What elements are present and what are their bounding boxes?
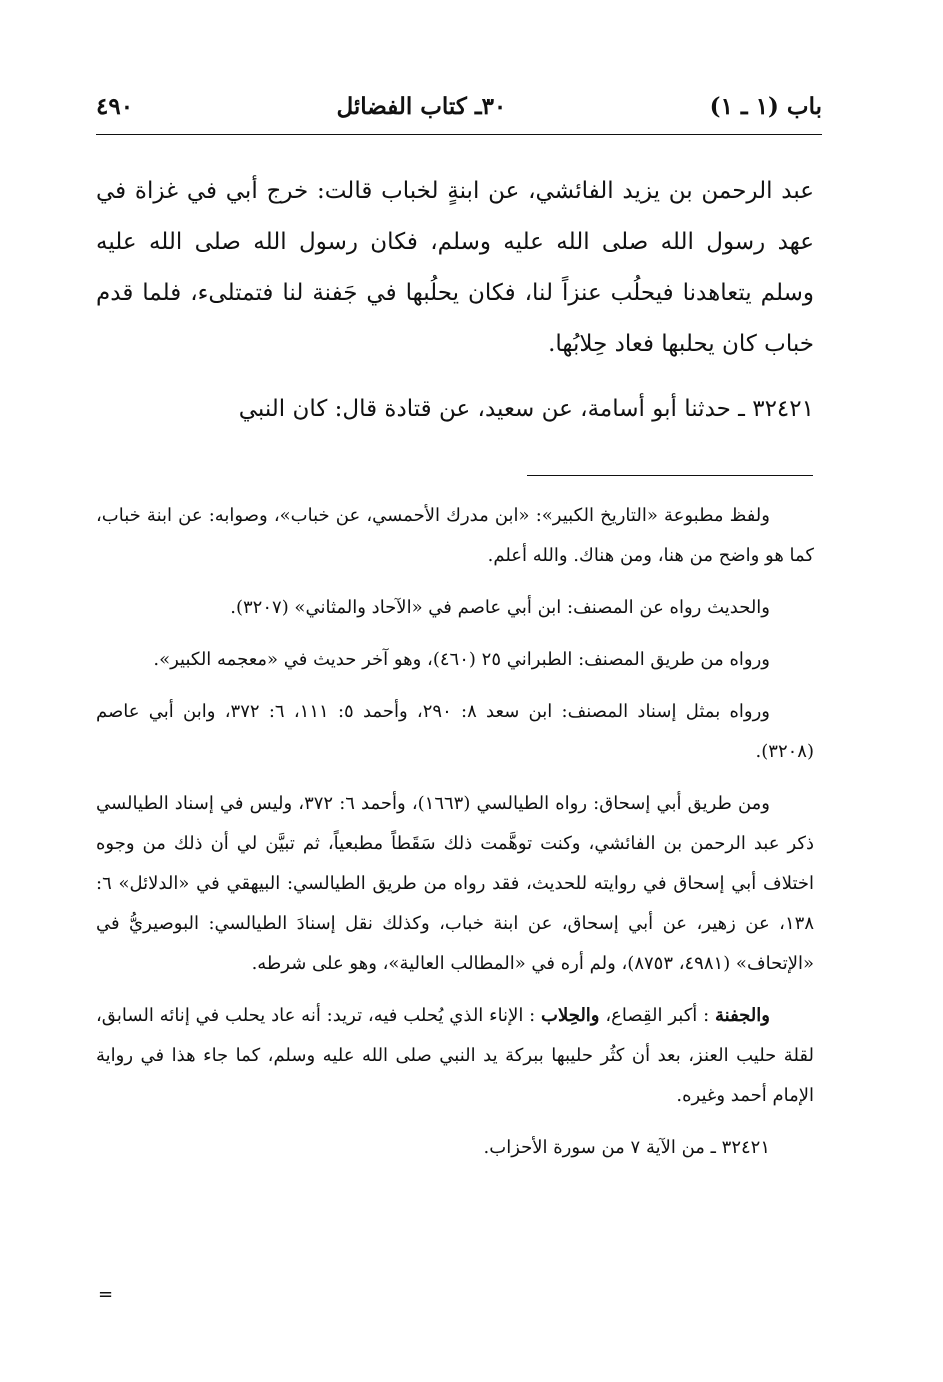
glossary-term: والجفنة — [714, 1005, 770, 1026]
footnote-paragraph: ورواه بمثل إسناد المصنف: ابن سعد ٨: ٢٩٠، وأحمد ٥: ١١١، ٦: ٣٧٢، وابن أبي عاصم (٣٢٠٨). — [96, 701, 814, 762]
footnote-paragraph: ورواه من طريق المصنف: الطبراني ٢٥ (٤٦٠)، وهو آخر حديث في «معجمه الكبير». — [153, 649, 770, 670]
glossary-term: والحِلاب — [541, 1005, 600, 1026]
chapter-label: باب (١ ـ ١) — [709, 92, 822, 120]
book-title: ٣٠ـ كتاب الفضائل — [336, 92, 507, 120]
hadith-32421-start: ٣٢٤٢١ ـ حدثنا أبو أسامة، عن سعيد، عن قتادة قال: كان النبي — [238, 396, 814, 422]
page-number: ٤٩٠ — [96, 92, 134, 120]
footnote-paragraph: ٣٢٤٢١ ـ من الآية ٧ من سورة الأحزاب. — [483, 1137, 770, 1158]
main-text — [96, 166, 814, 435]
page-header — [96, 86, 822, 126]
footnote-paragraph: والحديث رواه عن المصنف: ابن أبي عاصم في «الآحاد والمثاني» (٣٢٠٧). — [230, 597, 770, 618]
footnote-glossary — [96, 996, 814, 1116]
footnote-paragraph: ومن طريق أبي إسحاق: رواه الطيالسي (١٦٦٣)، وأحمد ٦: ٣٧٢، وليس في إسناد الطيالسي ذكر عبد الرحمن بن الفائشي، وكنت توهَّمت ذلك سَقَطاً مطبعياً، ثم تبيَّن لي أن ذلك من وجوه اختلاف أبي إسحاق في روايته للحديث، فقد رواه من طريق الطيالسي: البيهقي في «الدلائل» ٦: ١٣٨، عن زهير، عن أبي إسحاق، عن ابنة خباب، وكذلك نقل إسنادَ الطيالسي: البوصيريُّ في «الإتحاف» (٤٩٨١، ٨٧٥٣)، ولم أره في «المطالب العالية»، وهو على شرطه. — [96, 793, 814, 974]
header-rule — [96, 134, 822, 135]
footnote-paragraph: ولفظ مطبوعة «التاريخ الكبير»: «ابن مدرك الأحمسي، عن خباب»، وصوابه: عن ابنة خباب، كما هو واضح من هنا، ومن هناك. والله أعلم. — [96, 505, 814, 566]
main-paragraph-continuation: عبد الرحمن بن يزيد الفائشي، عن ابنةٍ لخباب قالت: خرج أبي في غزاة في عهد رسول الله صلى الله عليه وسلم، فكان رسول الله صلى الله عليه وسلم يتعاهدنا فيحلُب عنزاً لنا، فكان يحلُبها في جَفنة لنا فتمتلىء، فلما قدم خباب كان يحلبها فعاد حِلابُها. — [96, 178, 814, 357]
continuation-mark: = — [98, 1284, 114, 1305]
footnotes — [96, 496, 814, 1180]
footnote-separator — [527, 475, 813, 476]
glossary-definition: : الإناء الذي يُحلب فيه، تريد: أنه عاد يحلب في إنائه السابق، لقلة حليب العنز، بعد أن كثُر حليبها ببركة يد النبي صلى الله عليه وسلم، كما جاء هذا في رواية الإمام أحمد وغيره. — [96, 1005, 814, 1106]
glossary-definition: : أكبر القِصاع، — [605, 1005, 710, 1026]
